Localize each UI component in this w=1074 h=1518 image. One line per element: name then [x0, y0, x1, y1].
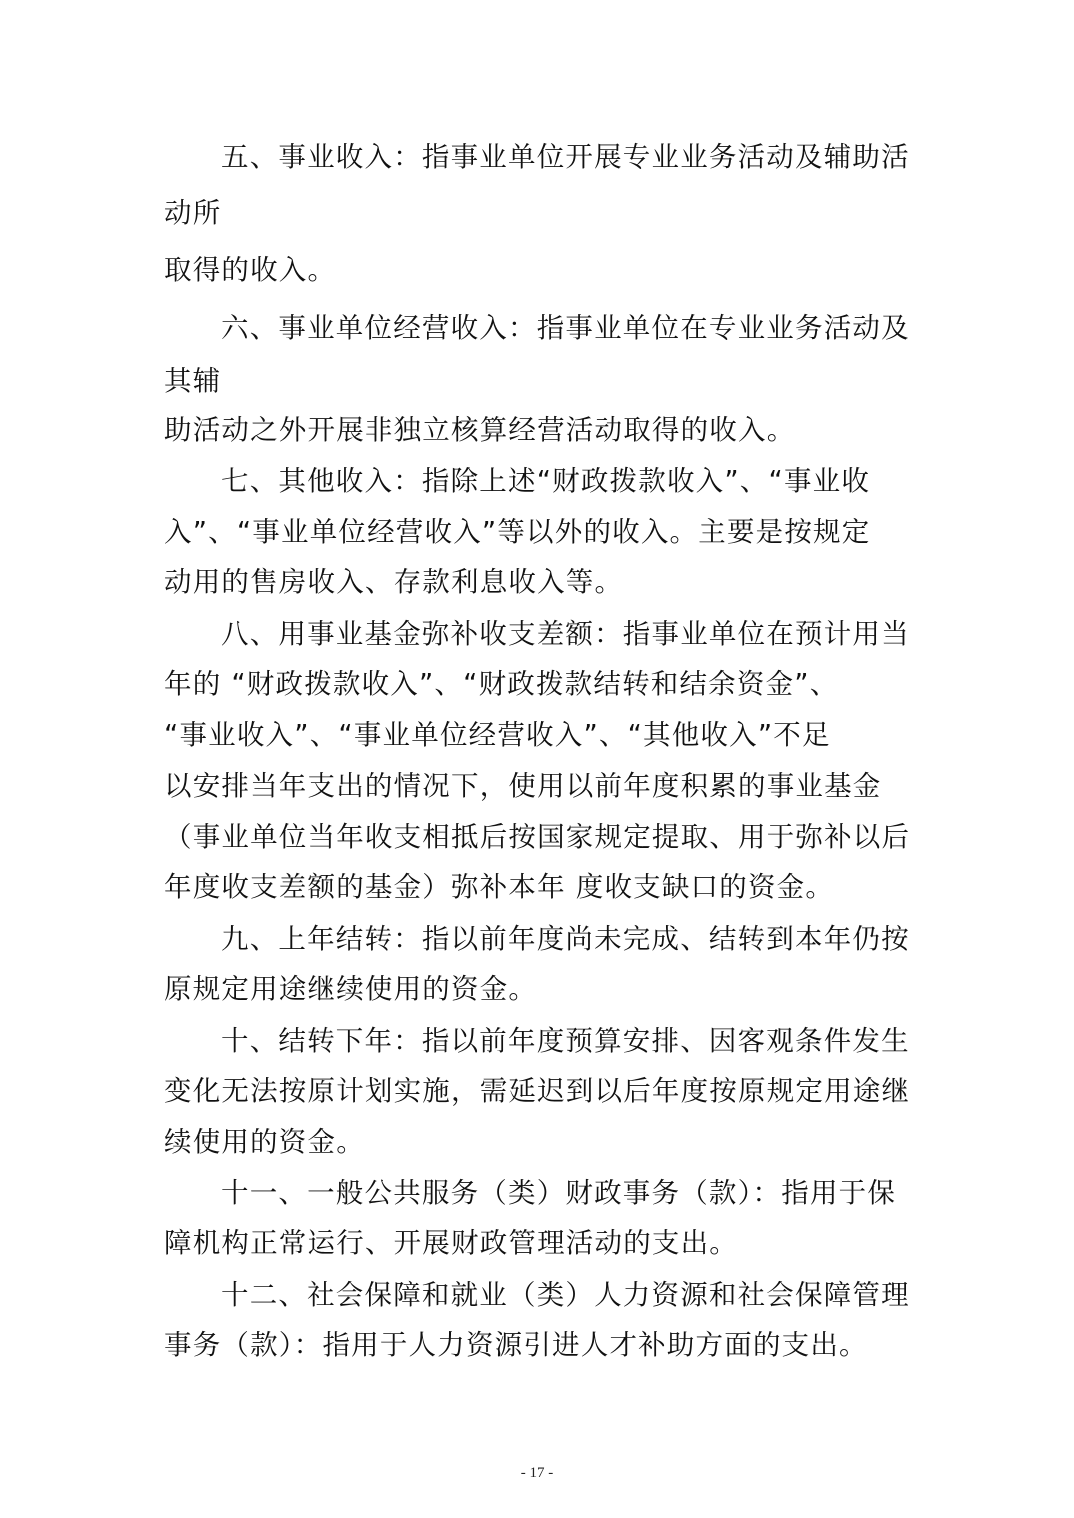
text-line: 七、其他收入：指除上述“财政拨款收入”、“事业收 — [221, 465, 871, 497]
text-line: 其辅 — [164, 365, 222, 397]
text-line: 五、事业收入：指事业单位开展专业业务活动及辅助活 — [221, 141, 910, 173]
text-line: 年的 “财政拨款收入”、“财政拨款结转和结余资金”、 — [164, 668, 839, 700]
text-line: 助活动之外开展非独立核算经营活动取得的收入。 — [164, 414, 796, 446]
text-line: 入”、“事业单位经营收入”等以外的收入。主要是按规定 — [164, 516, 871, 548]
text-line: 十二、社会保障和就业（类）人力资源和社会保障管理 — [221, 1279, 910, 1311]
page-number: - 17 - — [520, 1465, 554, 1481]
text-line: （事业单位当年收支相抵后按国家规定提取、用于弥补以后 — [164, 821, 911, 853]
text-line: 取得的收入。 — [164, 254, 337, 286]
text-line: 八、用事业基金弥补收支差额：指事业单位在预计用当 — [221, 618, 910, 650]
text-line: 九、上年结转：指以前年度尚未完成、结转到本年仍按 — [221, 923, 910, 955]
text-line: 变化无法按原计划实施，需延迟到以后年度按原规定用途继 — [164, 1075, 911, 1107]
text-line: 以安排当年支出的情况下，使用以前年度积累的事业基金 — [164, 770, 882, 802]
text-line: “事业收入”、“事业单位经营收入”、“其他收入”不足 — [164, 719, 831, 751]
text-line: 原规定用途继续使用的资金。 — [164, 973, 538, 1005]
text-line: 年度收支差额的基金）弥补本年 度收支缺口的资金。 — [164, 871, 835, 903]
text-line: 续使用的资金。 — [164, 1126, 365, 1158]
text-line: 十、结转下年：指以前年度预算安排、因客观条件发生 — [221, 1025, 910, 1057]
text-line: 动用的售房收入、存款利息收入等。 — [164, 566, 624, 598]
text-line: 事务（款）：指用于人力资源引进人才补助方面的支出。 — [164, 1329, 868, 1361]
text-line: 障机构正常运行、开展财政管理活动的支出。 — [164, 1227, 738, 1259]
text-line: 六、事业单位经营收入：指事业单位在专业业务活动及 — [221, 312, 910, 344]
text-line: 十一、一般公共服务（类）财政事务（款）：指用于保 — [221, 1177, 897, 1209]
text-line: 动所 — [164, 197, 222, 229]
